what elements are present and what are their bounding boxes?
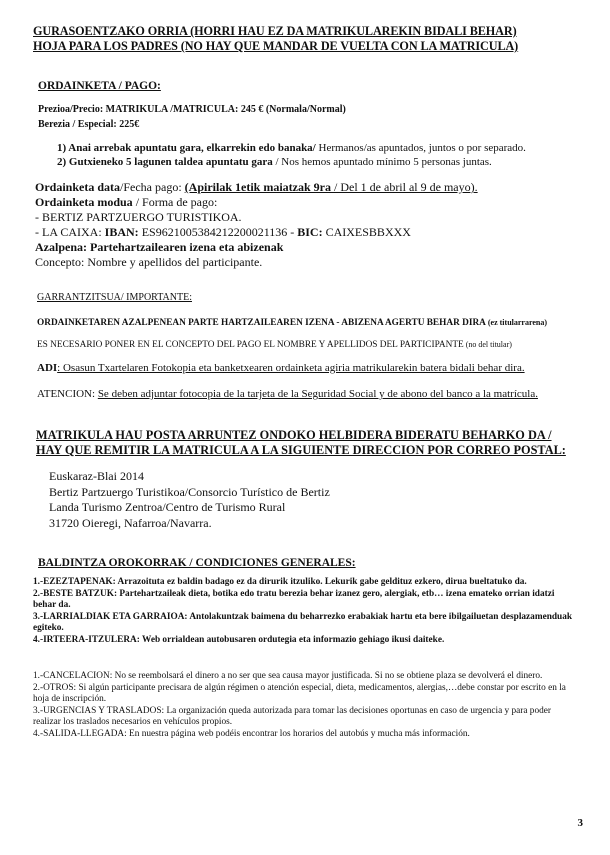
conditions-title: BALDINTZA OROKORRAK / CONDICIONES GENERALES: — [38, 557, 356, 569]
important-es-line: ES NECESARIO PONER EN EL CONCEPTO DEL PAGO EL NOMBRE Y APELLIDOS DEL PARTICIPANTE (no del titular) — [37, 340, 512, 350]
concept-es: Concepto: Nombre y apellidos del participante. — [35, 255, 263, 269]
page-number: 3 — [577, 817, 583, 829]
header-title-eu: GURASOENTZAKO ORRIA (HORRI HAU EZ DA MATRIKULAREKIN BIDALI BEHAR) — [33, 24, 517, 38]
adi-note: ADI: Osasun Txartelaren Fotokopia eta banketxearen ordainketa agiria matrikularekin batera bidali behar dira. — [37, 362, 525, 374]
bank-account-line: - LA CAIXA: IBAN: ES9621005384212200021136 - BIC: CAIXESBBXXX — [35, 225, 411, 239]
condition-eu-item: 4.-IRTEERA-ITZULERA: Web orrialdean autobusaren ordutegia eta informazio gehiago ikusi daiteke. — [33, 634, 445, 645]
conditions-es-list — [33, 671, 573, 740]
mail-title-eu: MATRIKULA HAU POSTA ARRUNTEZ ONDOKO HELBIDERA BIDERATU BEHARKO DA / — [36, 428, 552, 442]
header-title-es: HOJA PARA LOS PADRES (NO HAY QUE MANDAR DE VUELTA CON LA MATRICULA) — [33, 39, 519, 53]
condition-es-item: 4.-SALIDA-LLEGADA: En nuestra página web podéis encontrar los horarios del autobús y mucha más información. — [33, 728, 470, 739]
condition-es-item: 1.-CANCELACION: No se reembolsará el dinero a no ser que sea causa mayor justificada. Si no se obtiene plaza se devolverá el dinero. — [33, 671, 543, 681]
condition-es-item: 3.-URGENCIAS Y TRASLADOS: La organización queda autorizada para tomar las decisiones oportunas en caso de urgencia y para poder realizar los traslados necesarios en vehículos propios. — [33, 705, 551, 727]
important-title: GARRANTZITSUA/ IMPORTANTE: — [37, 292, 192, 303]
special-price-line: Berezia / Especial: 225€ — [38, 119, 140, 130]
condition-es-item: 2.-OTROS: Si algún participante precisara de algún régimen o atención especial, dieta, medicamentos, alergias,…debe constar por escrito en la hoja de inscripción. — [33, 682, 566, 704]
discount-item-2: 2) Gutxieneko 5 lagunen taldea apuntatu gara / Nos hemos apuntado mínimo 5 personas juntas. — [57, 156, 492, 168]
atencion-note: ATENCION: Se deben adjuntar fotocopia de la tarjeta de la Seguridad Social y de abono del banco a la matrícula. — [37, 388, 538, 400]
postal-address — [49, 469, 330, 531]
important-eu-line: ORDAINKETAREN AZALPENEAN PARTE HARTZAILEAREN IZENA - ABIZENA AGERTU BEHAR DIRA (ez titularrarena) — [37, 318, 548, 328]
condition-eu-item: 3.-LARRIALDIAK ETA GARRAIOA: Antolakuntzak baimena du beharrezko erabakiak hartu eta bere ibilgailuetan desplazamenduak egiteko. — [33, 611, 573, 633]
condition-eu-item: 2.-BESTE BATZUK: Partehartzaileak dieta, botika edo tratu berezia behar izanez gero, alergiak, etb… izena emateko orrian idatzi behar da. — [33, 588, 555, 610]
conditions-eu-list — [33, 577, 573, 646]
payment-entity: - BERTIZ PARTZUERGO TURISTIKOA. — [35, 210, 242, 224]
address-line: 31720 Oieregi, Nafarroa/Navarra. — [49, 515, 212, 530]
address-line: Bertiz Partzuergo Turistikoa/Consorcio Turístico de Bertiz — [49, 484, 330, 499]
payment-date-line: Ordainketa data/Fecha pago: (Apirilak 1etik maiatzak 9ra / Del 1 de abril al 9 de mayo). — [35, 180, 478, 194]
payment-mode-line: Ordainketa modua / Forma de pago: — [35, 195, 218, 209]
condition-eu-item: 1.-EZEZTAPENAK: Arrazoituta ez baldin badago ez da dirurik itzuliko. Lekurik gabe geldituz ezkero, dirua bueltatuko da. — [33, 577, 527, 587]
discount-item-1: 1) Anai arrebak apuntatu gara, elkarrekin edo banaka/ Hermanos/as apuntados, juntos o por separado. — [57, 142, 526, 154]
address-line: Euskaraz-Blai 2014 — [49, 469, 144, 483]
payment-title: ORDAINKETA / PAGO: — [38, 80, 161, 92]
price-line: Prezioa/Precio: MATRIKULA /MATRICULA: 245 € (Normala/Normal) — [38, 104, 346, 115]
concept-eu: Azalpena: Partehartzailearen izena eta abizenak — [35, 240, 284, 254]
address-line: Landa Turismo Zentroa/Centro de Turismo Rural — [49, 500, 286, 514]
mail-title-es: HAY QUE REMITIR LA MATRICULA A LA SIGUIENTE DIRECCION POR CORREO POSTAL: — [36, 443, 566, 457]
